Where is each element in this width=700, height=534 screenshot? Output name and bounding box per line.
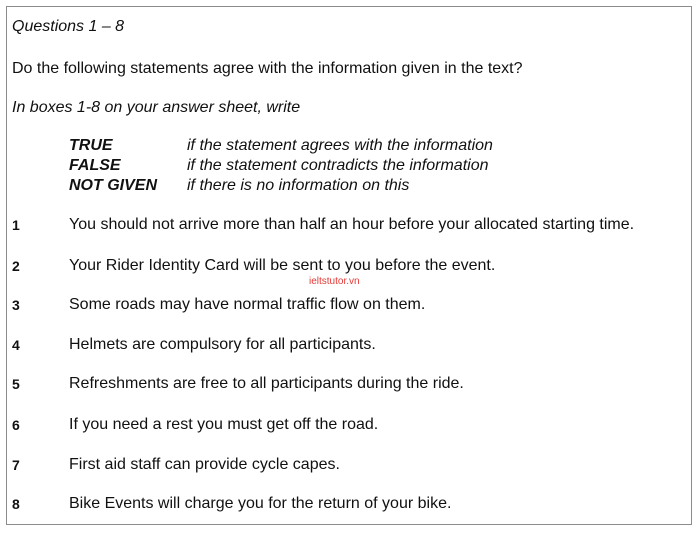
- question-text: Refreshments are free to all participants during the ride.: [69, 375, 464, 392]
- question-text: Helmets are compulsory for all participants.: [69, 336, 376, 353]
- instruction-text: Do the following statements agree with the information given in the text?: [12, 60, 523, 77]
- question-text: Some roads may have normal traffic flow on them.: [69, 296, 426, 313]
- key-description: if the statement agrees with the information: [187, 137, 493, 154]
- key-description: if the statement contradicts the information: [187, 157, 489, 174]
- question-number: 6: [12, 417, 20, 433]
- question-number: 1: [12, 217, 20, 233]
- question-number: 7: [12, 457, 20, 473]
- answer-sheet-note: In boxes 1-8 on your answer sheet, write: [12, 99, 301, 116]
- key-description: if there is no information on this: [187, 177, 410, 194]
- question-number: 8: [12, 496, 20, 512]
- question-text: You should not arrive more than half an hour before your allocated starting time.: [69, 216, 635, 233]
- question-number: 2: [12, 258, 20, 274]
- question-text: If you need a rest you must get off the road.: [69, 416, 379, 433]
- question-number: 5: [12, 376, 20, 392]
- question-text: Bike Events will charge you for the return of your bike.: [69, 495, 452, 512]
- key-term: TRUE: [69, 137, 113, 154]
- question-text: Your Rider Identity Card will be sent to you before the event.: [69, 257, 496, 274]
- key-term: NOT GIVEN: [69, 177, 158, 194]
- section-title: Questions 1 – 8: [12, 18, 125, 35]
- question-number: 4: [12, 337, 20, 353]
- question-text: First aid staff can provide cycle capes.: [69, 456, 340, 473]
- watermark-text: ieltstutor.vn: [309, 276, 360, 287]
- question-number: 3: [12, 297, 20, 313]
- key-term: FALSE: [69, 157, 121, 174]
